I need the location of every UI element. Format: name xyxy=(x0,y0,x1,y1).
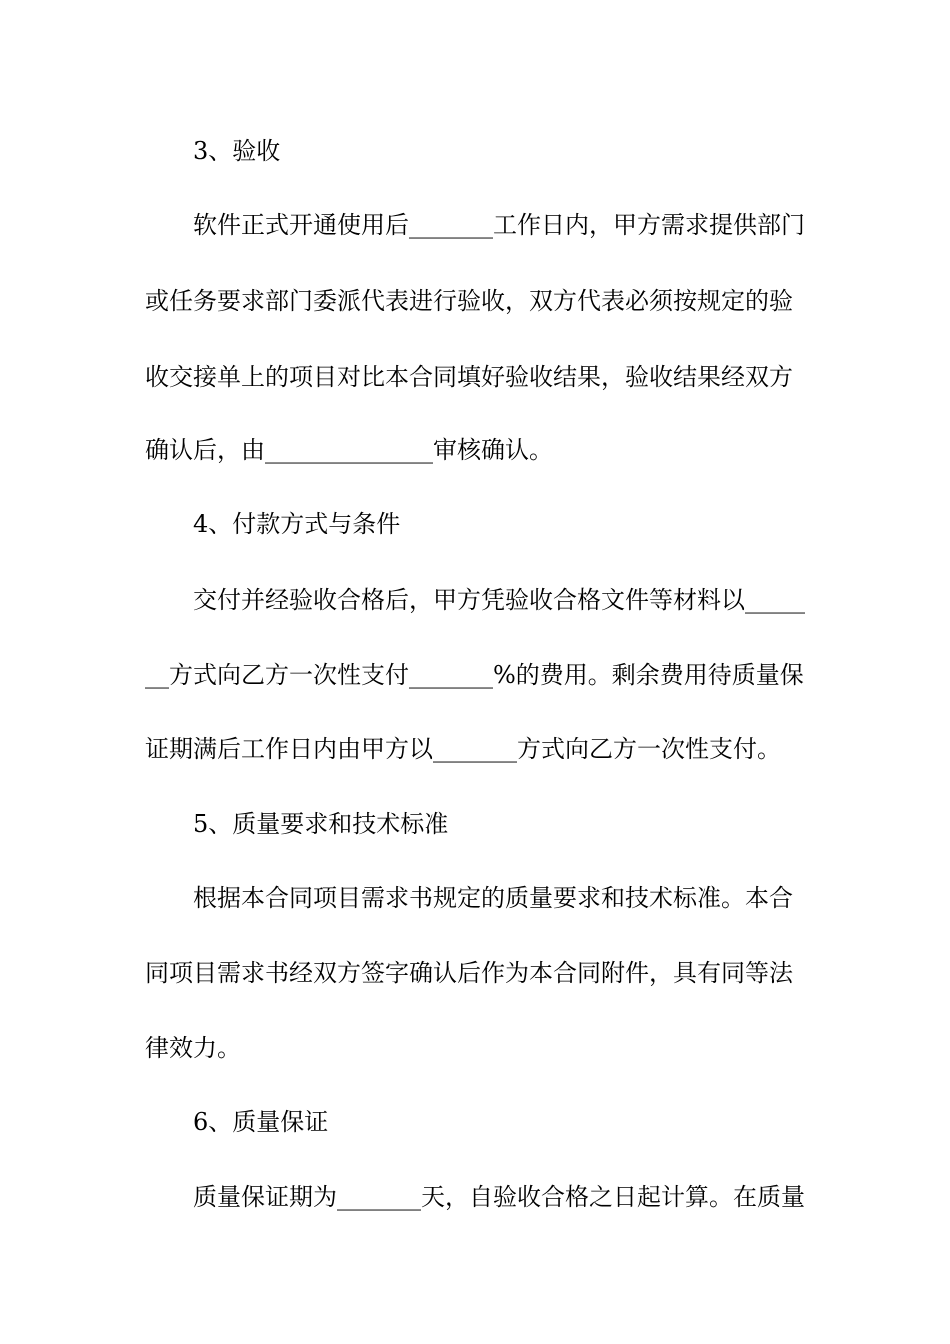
paragraph-line: 收交接单上的项目对比本合同填好验收结果，验收结果经双方 xyxy=(145,363,793,391)
paragraph-line: 软件正式开通使用后_______工作日内，甲方需求提供部门 xyxy=(193,211,805,239)
section-heading-quality-guarantee: 6、质量保证 xyxy=(193,1108,329,1136)
paragraph-line: 交付并经验收合格后，甲方凭验收合格文件等材料以_____ xyxy=(193,586,805,614)
section-heading-quality-standards: 5、质量要求和技术标准 xyxy=(193,810,449,838)
paragraph-line: 律效力。 xyxy=(145,1034,241,1062)
paragraph-line: 或任务要求部门委派代表进行验收，双方代表必须按规定的验 xyxy=(145,287,793,315)
paragraph-line: 同项目需求书经双方签字确认后作为本合同附件，具有同等法 xyxy=(145,959,793,987)
paragraph-line: 根据本合同项目需求书规定的质量要求和技术标准。本合 xyxy=(193,884,793,912)
section-heading-payment: 4、付款方式与条件 xyxy=(193,510,401,538)
paragraph-line: __方式向乙方一次性支付_______%的费用。剩余费用待质量保 xyxy=(145,661,804,689)
paragraph-line: 质量保证期为_______天，自验收合格之日起计算。在质量 xyxy=(193,1183,805,1211)
paragraph-line: 证期满后工作日内由甲方以_______方式向乙方一次性支付。 xyxy=(145,735,781,763)
paragraph-line: 确认后，由______________审核确认。 xyxy=(145,436,553,464)
section-heading-acceptance: 3、验收 xyxy=(193,137,281,165)
